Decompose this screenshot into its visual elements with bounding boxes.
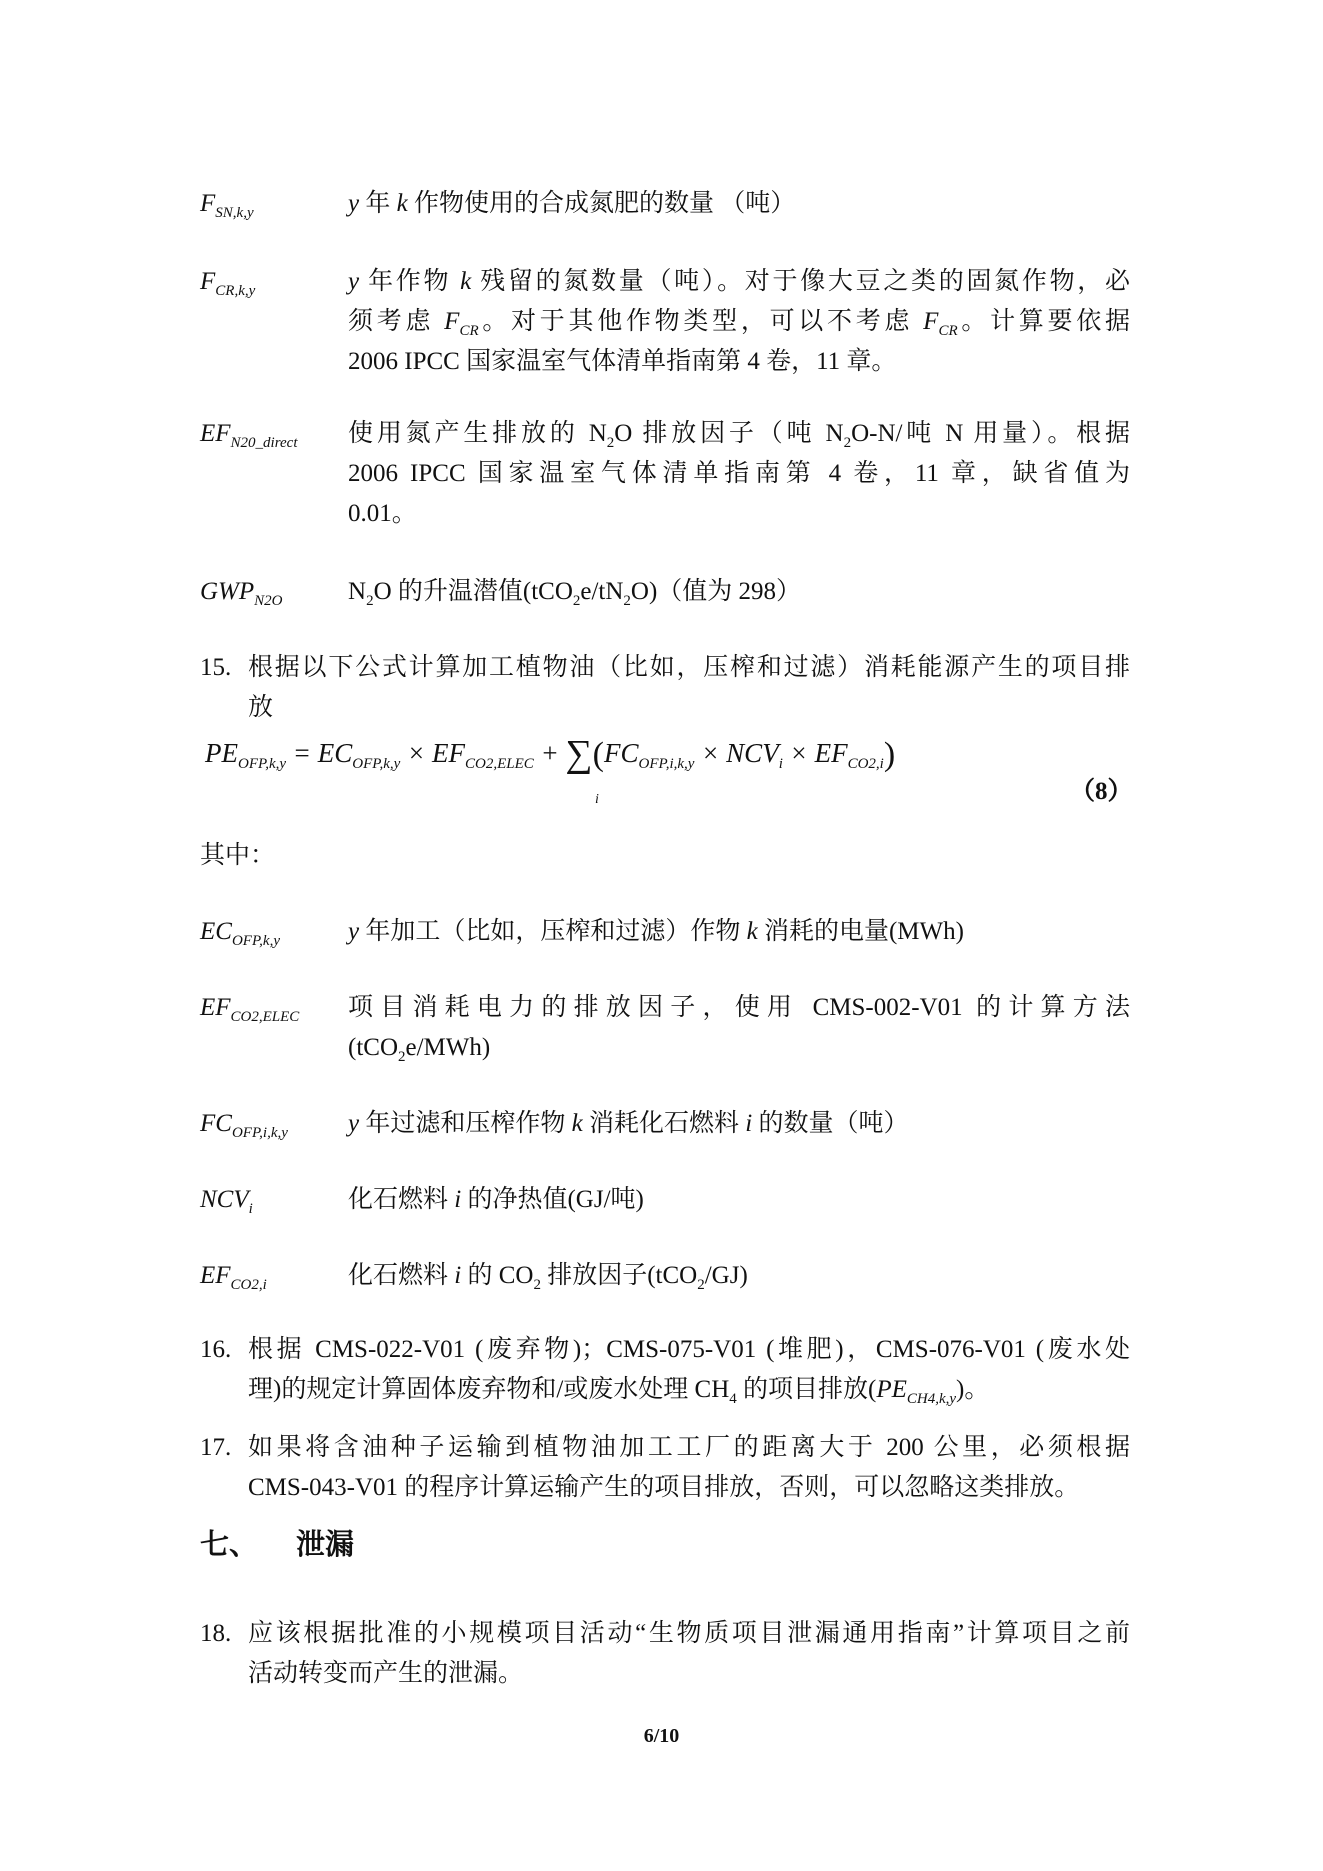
text-line: 0.01。 (348, 500, 417, 527)
symbol: $F_{CR,k,y}$ (200, 268, 256, 299)
definition-text (348, 572, 1130, 612)
text-line: 活动转变而产生的泄漏。 (248, 1660, 524, 1687)
text-line: 项目消耗电力的排放因子，使用 CMS-002-V01 的计算方法 (348, 994, 1130, 1021)
text-line: 2006 IPCC 国家温室气体清单指南第 4 卷，11 章，缺省值为 (348, 460, 1130, 487)
symbol: $F_{SN,k,y}$ (200, 190, 254, 221)
equation-number: （8） (1070, 778, 1133, 805)
text-line: y 年作物 k 残留的氮数量（吨）。对于像大豆之类的固氮作物，必 (348, 268, 1130, 295)
text-line: y 年 k 作物使用的合成氮肥的数量 （吨） (348, 190, 796, 217)
paragraph-text (248, 1428, 1130, 1508)
text-line: 根据 CMS-022-V01 (废弃物)；CMS-075-V01 (堆肥)，CMS-076-V01 (废水处 (248, 1336, 1130, 1363)
paragraph-number: 18. (200, 1620, 232, 1647)
equation-body: $PE_{OFP,k,y} = EC_{OFP,k,y} \times EF_{CO2,ELEC} + \sum(FC_{OFP,i,k,y} \times NCV_i \times EF_{CO2,i})$ (205, 733, 896, 775)
where-label: 其中： (200, 842, 276, 869)
paragraph-text (248, 1614, 1130, 1694)
paragraph-number: 17. (200, 1434, 232, 1461)
symbol: $EC_{OFP,k,y}$ (200, 918, 280, 949)
equation-8 (205, 730, 1125, 807)
text-line: (tCO$_2$e/MWh) (348, 1034, 491, 1065)
sum-index: i (595, 792, 599, 807)
symbol: $EF_{N20\_direct}$ (200, 420, 298, 451)
text-line: 2006 IPCC 国家温室气体清单指南第 4 卷，11 章。 (348, 348, 897, 375)
definition-text (348, 1104, 1130, 1144)
text-line: 化石燃料 i 的净热值(GJ/吨) (348, 1186, 644, 1213)
symbol: $FC_{OFP,i,k,y}$ (200, 1110, 288, 1141)
text-line: 应该根据批准的小规模项目活动“生物质项目泄漏通用指南”计算项目之前 (248, 1620, 1130, 1647)
symbol: $EF_{CO2,ELEC}$ (200, 994, 300, 1025)
symbol: $GWP_{N2O}$ (200, 578, 283, 609)
paragraph-number: 15. (200, 654, 232, 681)
text-line: 根据以下公式计算加工植物油（比如，压榨和过滤）消耗能源产生的项目排 (248, 654, 1130, 681)
text-line: 使用氮产生排放的 $N_2O$ 排放因子（吨 $N_2O-N/$吨 N 用量）。根据 (348, 420, 1131, 451)
paragraph-text (248, 1330, 1130, 1410)
section-title: 泄漏 (296, 1527, 355, 1561)
page-number: 6/10 (643, 1725, 680, 1747)
section-heading (200, 1524, 354, 1564)
text-line: CMS-043-V01 的程序计算运输产生的项目排放，否则，可以忽略这类排放。 (248, 1474, 1080, 1501)
definition-text (348, 912, 1130, 952)
definition-text (348, 988, 1130, 1068)
symbol: $EF_{CO2,i}$ (200, 1262, 267, 1293)
section-number: 七、 (200, 1527, 259, 1561)
definition-text (348, 1256, 1130, 1296)
symbol: $NCV_i$ (200, 1186, 253, 1217)
text-line: y 年加工（比如，压榨和过滤）作物 k 消耗的电量(MWh) (348, 918, 964, 945)
definition-text (348, 262, 1130, 382)
paragraph-number: 16. (200, 1336, 232, 1363)
text-line: 理)的规定计算固体废弃物和/或废水处理 $CH_4$ 的项目排放$(PE_{CH4,k,y})$。 (248, 1376, 990, 1407)
text-line: 放 (248, 694, 274, 721)
definition-text (348, 414, 1130, 534)
text-line: 须考虑 $F_{CR}$。对于其他作物类型，可以不考虑 $F_{CR}$。计算要依据 (348, 308, 1130, 339)
definition-text (348, 1180, 1130, 1220)
text-line: $N_2O$ 的升温潜值$(tCO_2e/tN_2O)$（值为 298） (348, 578, 802, 609)
text-line: 如果将含油种子运输到植物油加工工厂的距离大于 200 公里，必须根据 (248, 1434, 1130, 1461)
paragraph-text (248, 648, 1130, 728)
definition-text (348, 184, 1130, 224)
text-line: y 年过滤和压榨作物 k 消耗化石燃料 i 的数量（吨） (348, 1110, 909, 1137)
text-line: 化石燃料 i 的 $CO_2$ 排放因子(tCO$_2$/GJ) (348, 1262, 748, 1293)
